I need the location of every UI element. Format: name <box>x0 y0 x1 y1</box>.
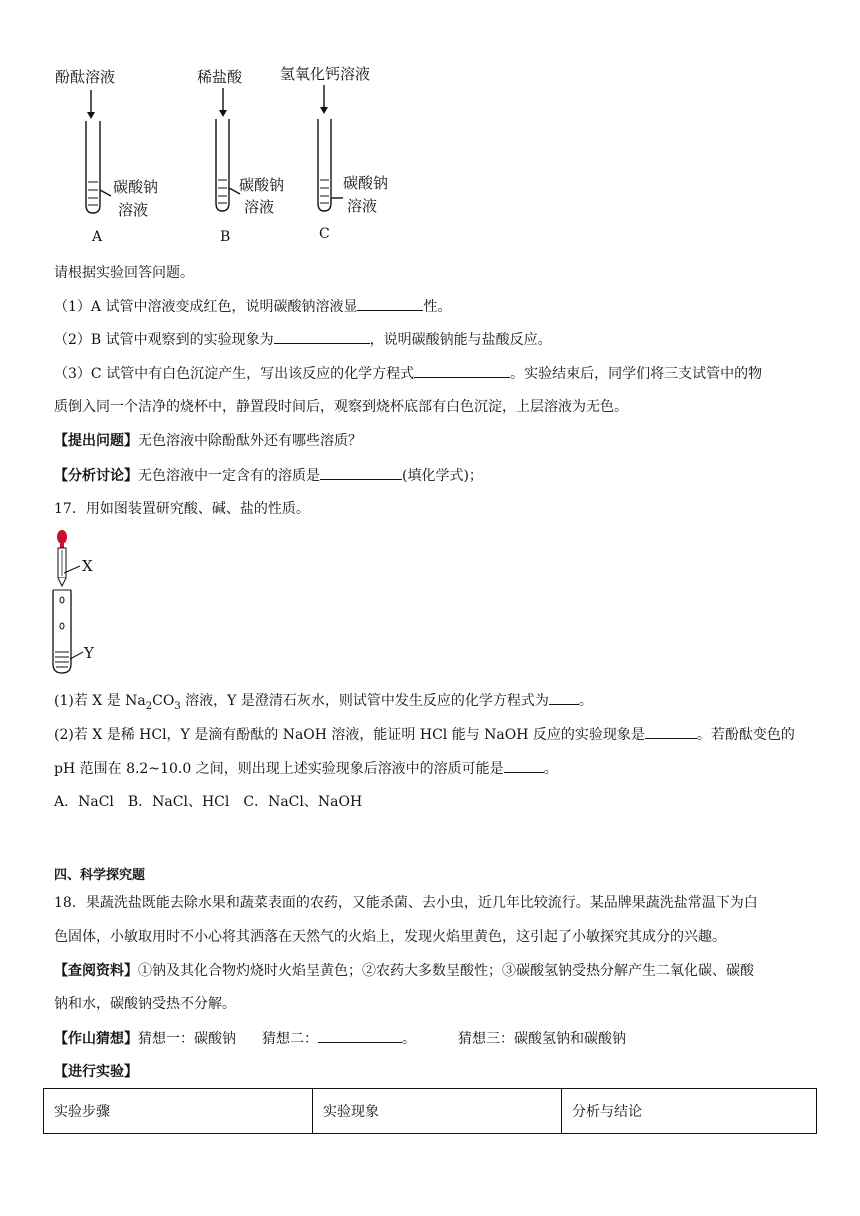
hypothesis-1: 猜想一：碳酸钠 <box>138 1031 236 1047</box>
tube-b <box>216 119 229 211</box>
q16-question <box>54 431 362 451</box>
answer-blank[interactable] <box>414 363 510 378</box>
q16-part3-tail: 。实验结束后，同学们将三支试管中的物 <box>510 366 763 382</box>
dropper-tube-figure <box>40 528 110 678</box>
q16-discussion <box>54 465 483 486</box>
tube-c <box>318 119 331 211</box>
discuss-text: 无色溶液中一定含有的溶质是 <box>138 468 320 484</box>
q16-intro: 请根据实验回答问题。 <box>54 265 194 281</box>
answer-blank[interactable] <box>274 329 370 344</box>
hypothesis-2-tail: 。 <box>402 1031 416 1047</box>
q16-part1 <box>54 296 451 317</box>
q17-part2 <box>54 724 795 745</box>
tube-a-content-2: 溶液 <box>118 201 149 219</box>
experiment-table <box>43 1088 817 1134</box>
reference-label: 【查阅资料】 <box>54 963 138 979</box>
section-heading: 四、科学探究题 <box>54 868 146 883</box>
q17-part2-line2-text: pH 范围在 8.2~10.0 之间，则出现上述实验现象后溶液中的溶质可能是 <box>54 761 504 777</box>
tube-a-letter: A <box>92 229 103 245</box>
q17-part2-tail: 。若酚酞变色的 <box>696 727 795 743</box>
answer-blank[interactable] <box>357 296 423 311</box>
tube-a-content-1: 碳酸钠 <box>113 178 159 196</box>
ask-text: 无色溶液中除酚酞外还有哪些溶质？ <box>138 433 362 449</box>
experiment-label: 【进行实验】 <box>54 1064 138 1080</box>
q17-title: 17．用如图装置研究酸、碱、盐的性质。 <box>54 501 310 517</box>
reagent-label-c: 氢氧化钙溶液 <box>280 65 371 83</box>
q16-part3 <box>54 363 762 384</box>
reference-text: ①钠及其化合物灼烧时火焰呈黄色；②农药大多数呈酸性；③碳酸氢钠受热分解产生二氧化碳、碳酸 <box>138 963 754 979</box>
label-y: Y <box>84 644 94 662</box>
tube-b-content-1: 碳酸钠 <box>239 176 285 194</box>
discuss-tail: (填化学式)； <box>402 468 483 484</box>
q17-part2-line2 <box>54 758 558 779</box>
arrowhead-a <box>87 112 95 119</box>
tube-b-letter: B <box>220 229 231 245</box>
arrowhead-b <box>219 110 227 117</box>
q17-part1-text: (1)若 X 是 Na <box>54 693 146 709</box>
discuss-label: 【分析讨论】 <box>54 468 138 484</box>
q17-part2-line2-tail: 。 <box>543 761 558 777</box>
reference-line2: 钠和水，碳酸钠受热不分解。 <box>54 996 236 1012</box>
reagent-label-b: 稀盐酸 <box>197 68 243 86</box>
q16-part3-line2: 质倒入同一个洁净的烧杯中，静置段时间后，观察到烧杯底部有白色沉淀，上层溶液为无色。 <box>54 399 628 415</box>
formula-part: CO <box>152 693 175 709</box>
q16-part1-text: （1）A 试管中溶液变成红色，说明碳酸钠溶液显 <box>54 299 358 315</box>
tube-c-content-1: 碳酸钠 <box>343 174 389 192</box>
table-header-cell: 实验现象 <box>313 1089 562 1134</box>
q16-part2-tail: ，说明碳酸钠能与盐酸反应。 <box>369 332 552 348</box>
table-header-cell: 分析与结论 <box>562 1089 817 1134</box>
reference-block <box>54 961 754 981</box>
q16-part2 <box>54 329 552 350</box>
arrowhead-c <box>320 107 328 114</box>
table-header-row <box>44 1089 817 1134</box>
subscript: 3 <box>174 700 181 712</box>
q16-part2-text: （2）B 试管中观察到的实验现象为 <box>54 332 274 348</box>
q17-part2-text: (2)若 X 是稀 HCl，Y 是滴有酚酞的 NaOH 溶液，能证明 HCl 能与 NaOH 反应的实验现象是 <box>54 727 645 743</box>
tube-c-content-2: 溶液 <box>347 197 378 215</box>
hypothesis-3: 猜想三：碳酸氢钠和碳酸钠 <box>458 1031 626 1047</box>
q16-part1-tail: 性。 <box>423 299 452 315</box>
q16-part3-text: （3）C 试管中有白色沉淀产生，写出该反应的化学方程式 <box>54 366 415 382</box>
answer-blank[interactable] <box>549 690 579 705</box>
hypothesis-block <box>54 1028 626 1049</box>
tube-a <box>86 121 100 213</box>
q18-line1: 18．果蔬洗盐既能去除水果和蔬菜表面的农药，又能杀菌、去小虫，近几年比较流行。某品牌果蔬洗盐常温下为白 <box>54 895 758 911</box>
pointer-a <box>100 190 111 196</box>
dropper-bulb <box>57 530 67 544</box>
q18-line2: 色固体，小敏取用时不小心将其洒落在天然气的火焰上，发现火焰里黄色，这引起了小敏探究其成分的兴趣。 <box>54 929 726 945</box>
q17-part1-tail: 。 <box>578 693 593 709</box>
q17-part1 <box>54 690 593 717</box>
ask-label: 【提出问题】 <box>54 433 138 449</box>
answer-blank[interactable] <box>318 1028 402 1043</box>
q17-options: A．NaCl B．NaCl、HCl C．NaCl、NaOH <box>54 794 363 810</box>
table-header-cell: 实验步骤 <box>44 1089 313 1134</box>
label-x: X <box>82 557 93 575</box>
answer-blank[interactable] <box>645 724 697 739</box>
hypothesis-2: 猜想二： <box>262 1031 318 1047</box>
subscript: 2 <box>145 700 153 712</box>
hypothesis-label: 【作山猜想】 <box>54 1031 138 1047</box>
q17-part1-rest: 溶液，Y 是澄清石灰水，则试管中发生反应的化学方程式为 <box>180 693 549 709</box>
tube-c-letter: C <box>319 226 330 242</box>
tube-b-content-2: 溶液 <box>244 198 275 216</box>
reagent-label-a: 酚酞溶液 <box>55 68 116 86</box>
answer-blank[interactable] <box>504 758 544 773</box>
answer-blank[interactable] <box>320 465 402 480</box>
